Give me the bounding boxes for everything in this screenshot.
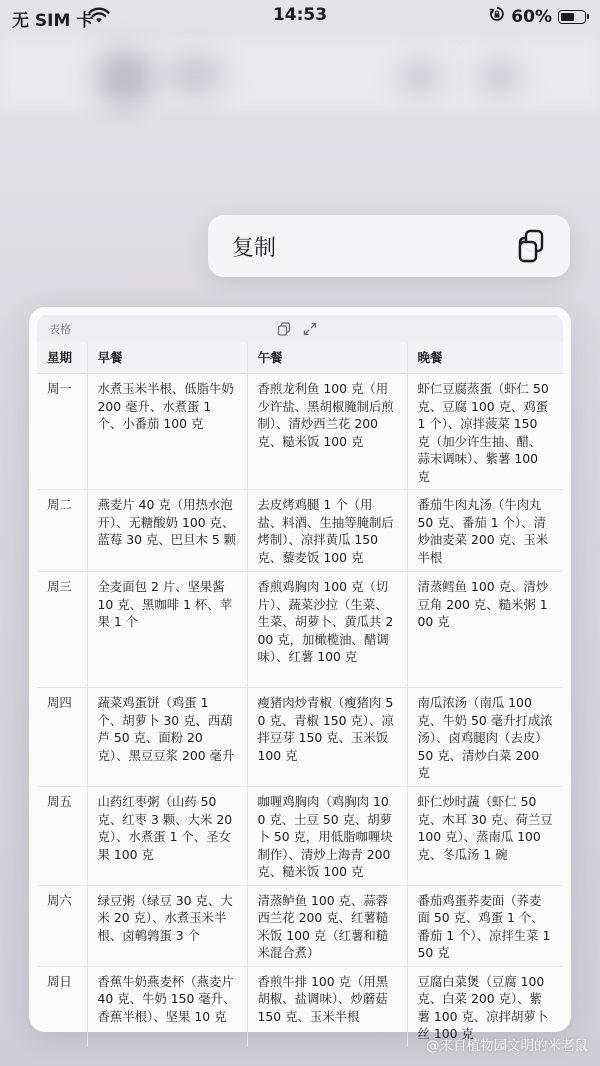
table-row: [37, 885, 563, 966]
lunch-cell: 瘦猪肉炒青椒（瘦猪肉 50 克、青椒 150 克）、凉拌豆芽 150 克、玉米饭 100 克: [247, 688, 407, 787]
column-header-lunch: 午餐: [247, 343, 407, 374]
lunch-cell: 去皮烤鸡腿 1 个（用盐、料酒、生抽等腌制后烤制）、凉拌黄瓜 150 克、藜麦饭 100 克: [247, 490, 407, 572]
lunch-cell: 清蒸鲈鱼 100 克、蒜蓉西兰花 200 克、红薯糙米饭 100 克（红薯和糙米混合煮）: [247, 885, 407, 966]
dinner-cell: 番茄鸡蛋荞麦面（荞麦面 50 克、鸡蛋 1 个、番茄 1 个）、凉拌生菜 150 克: [407, 885, 563, 966]
dinner-cell: 虾仁豆腐蒸蛋（虾仁 50 克、豆腐 100 克、鸡蛋 1 个）、凉拌菠菜 150 克（加少许生抽、醋、蒜末调味）、紫薯 100 克: [407, 374, 563, 490]
status-bar: [0, 0, 600, 32]
table-header-row: [37, 343, 563, 374]
copy-menu-item[interactable]: [208, 215, 570, 277]
breakfast-cell: 燕麦片 40 克（用热水泡开）、无糖酸奶 100 克、蓝莓 30 克、巴旦木 5 颗: [87, 490, 247, 572]
lunch-cell: 香煎鸡胸肉 100 克（切片）、蔬菜沙拉（生菜、生菜、胡萝卜、黄瓜共 200 克，加橄榄油、醋调味）、红薯 100 克: [247, 572, 407, 688]
watermark: @来自植物园文明的米老鼠: [426, 1038, 588, 1054]
table-card: [29, 307, 571, 1041]
column-header-dinner: 晚餐: [407, 343, 563, 374]
day-cell: 周日: [47, 973, 72, 989]
expand-icon[interactable]: [303, 321, 319, 337]
dinner-cell: 豆腐白菜煲（豆腐 100 克、白菜 200 克）、紫薯 100 克、凉拌胡萝卜丝 100 克: [407, 966, 563, 1047]
column-header-day: 星期: [37, 343, 87, 374]
breakfast-cell: 香蕉牛奶燕麦杯（燕麦片 40 克、牛奶 150 毫升、香蕉半根）、坚果 10 克: [87, 966, 247, 1047]
carrier-label: 无 SIM 卡: [12, 11, 94, 31]
breakfast-cell: 水煮玉米半根、低脂牛奶 200 毫升、水煮蛋 1 个、小番茄 100 克: [87, 374, 247, 490]
dinner-cell: 南瓜浓汤（南瓜 100 克、牛奶 50 毫升打成浓汤）、卤鸡腿肉（去皮）50 克、清炒白菜 200 克: [407, 688, 563, 787]
table-row: [37, 572, 563, 688]
battery-percentage: 60%: [511, 6, 552, 27]
table-row: [37, 374, 563, 490]
day-cell: 周三: [37, 572, 87, 688]
table-row: [37, 688, 563, 787]
breakfast-cell: 蔬菜鸡蛋饼（鸡蛋 1 个、胡萝卜 30 克、西葫芦 50 克、面粉 20 克）、黑豆豆浆 200 毫升: [87, 688, 247, 787]
breakfast-cell: 全麦面包 2 片、坚果酱 10 克、黑咖啡 1 杯、苹果 1 个: [87, 572, 247, 688]
lunch-cell: 香煎龙利鱼 100 克（用少许盐、黑胡椒腌制后煎制）、清炒西兰花 200 克、糙米饭 100 克: [247, 374, 407, 490]
breakfast-cell: 绿豆粥（绿豆 30 克、大米 20 克）、水煮玉米半根、卤鹌鹑蛋 3 个: [87, 885, 247, 966]
lunch-cell: 咖喱鸡胸肉（鸡胸肉 100 克、土豆 50 克、胡萝卜 50 克，用低脂咖喱块制作）、清炒上海青 200 克、糙米饭 100 克: [247, 787, 407, 886]
column-header-breakfast: 早餐: [87, 343, 247, 374]
lunch-cell: 香煎牛排 100 克（用黑胡椒、盐调味）、炒蘑菇 150 克、玉米半根: [247, 966, 407, 1047]
battery-icon: [558, 10, 586, 24]
dinner-cell: 番茄牛肉丸汤（牛肉丸 50 克、番茄 1 个）、清炒油麦菜 200 克、玉米半根: [407, 490, 563, 572]
copy-icon[interactable]: [277, 321, 293, 337]
day-cell: 周二: [37, 490, 87, 572]
blurred-shape: [480, 62, 520, 92]
meal-plan-table: [37, 343, 563, 1047]
day-cell: 周六: [37, 885, 87, 966]
table-row: [37, 787, 563, 886]
day-cell: 周四: [37, 688, 87, 787]
blurred-shape: [165, 55, 225, 95]
table-title: 表格: [49, 323, 71, 336]
copy-icon: [516, 229, 546, 263]
copy-label: 复制: [232, 236, 277, 261]
table-toolbar: [37, 315, 563, 343]
rotation-lock-icon: [489, 6, 505, 27]
day-cell: 周五: [37, 787, 87, 886]
table-row: [37, 490, 563, 572]
dinner-cell: 清蒸鳕鱼 100 克、清炒豆角 200 克、糙米粥 100 克: [407, 572, 563, 688]
blurred-avatar: [95, 48, 155, 108]
dinner-cell: 虾仁炒时蔬（虾仁 50 克、木耳 30 克、荷兰豆 100 克）、蒸南瓜 100 克、冬瓜汤 1 碗: [407, 787, 563, 886]
clock: 14:53: [272, 5, 328, 25]
day-cell: 周一: [37, 374, 87, 490]
breakfast-cell: 山药红枣粥（山药 50 克、红枣 3 颗、大米 20 克）、水煮蛋 1 个、圣女果 100 克: [87, 787, 247, 886]
blurred-shape: [400, 62, 440, 92]
